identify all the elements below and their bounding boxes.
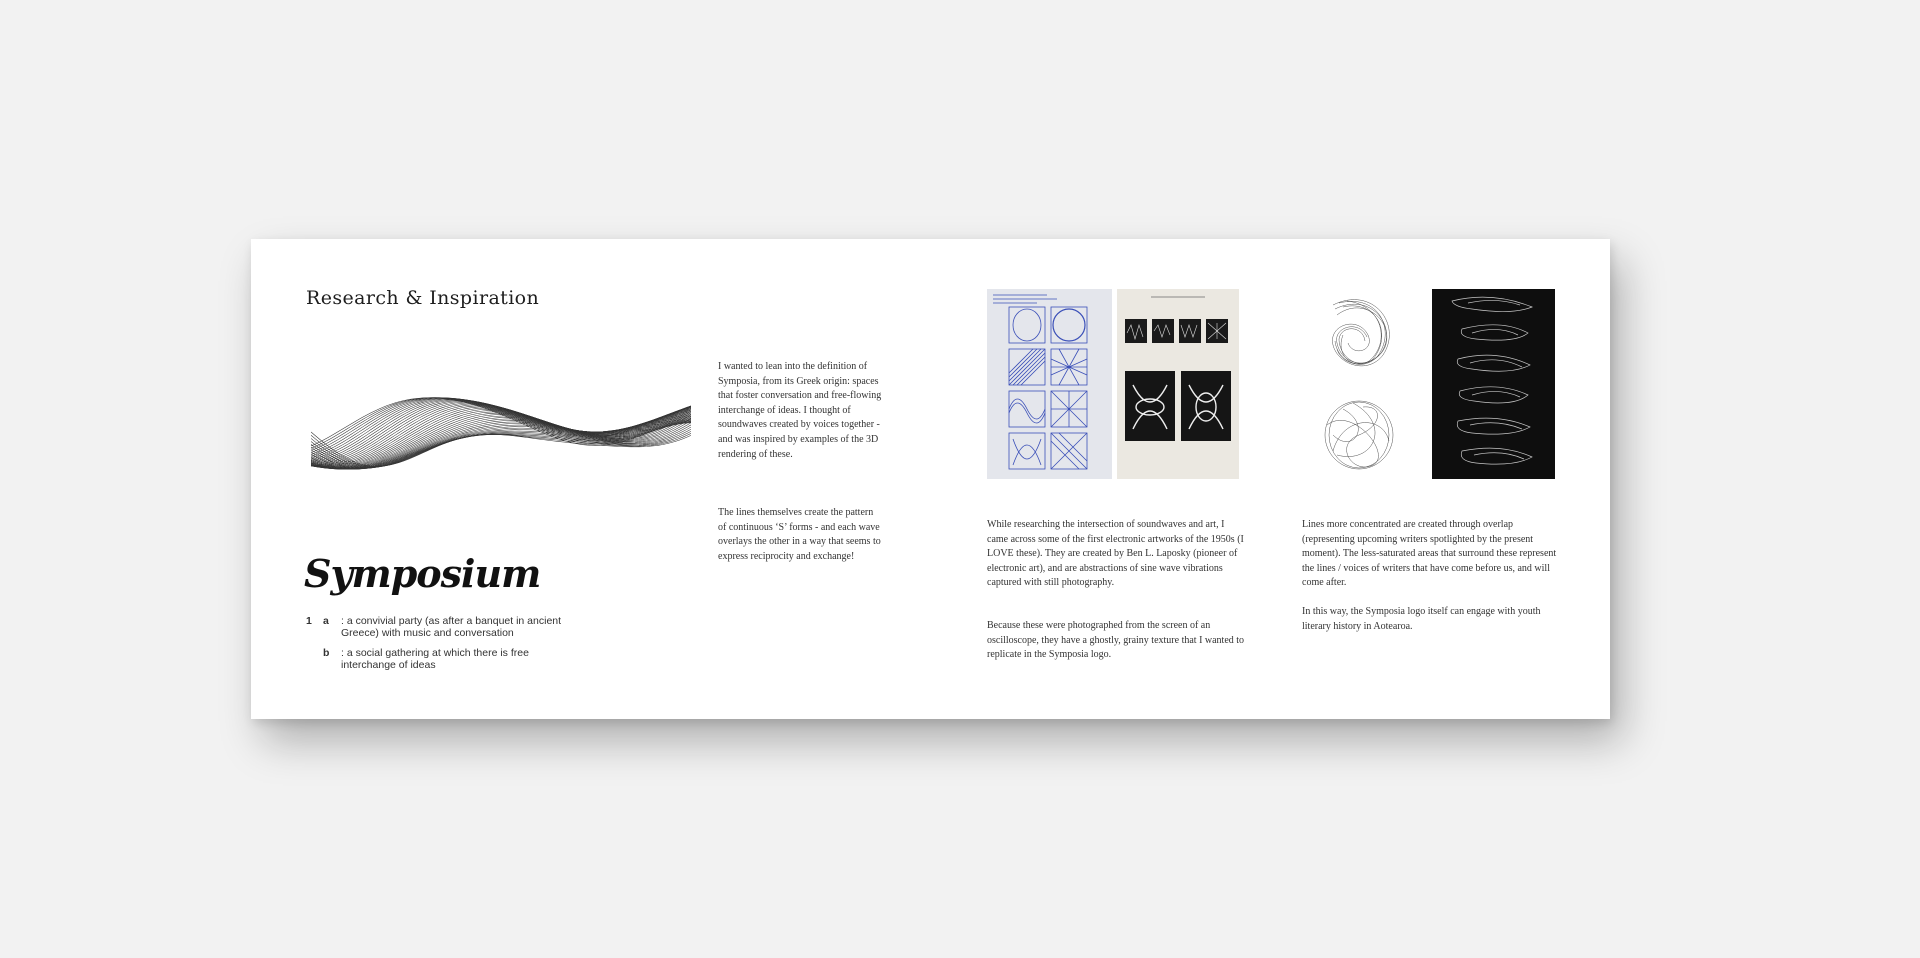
oscillogram-swirl-studies-image xyxy=(1313,285,1403,485)
literary-history-paragraph: In this way, the Symposia logo itself can engage with youth literary history in Aotearoa. xyxy=(1302,606,1541,632)
page-title: Research & Inspiration xyxy=(306,287,540,309)
soundwave-ribbon-illustration xyxy=(311,367,691,497)
laposky-blue-print-image xyxy=(987,289,1112,479)
definition-a-text: : a convivial party (as after a banquet in ancient Greece) with music and conversation xyxy=(341,615,562,639)
s-forms-paragraph: The lines themselves create the pattern of continuous ‘S’ forms - and each wave overlays the other in a way that seems to express reciprocity and exchange! xyxy=(718,507,881,562)
laposky-oscillogram-plate-image xyxy=(1117,289,1239,479)
laposky-research-paragraph: While researching the intersection of soundwaves and art, I came across some of the first electronic artworks of the 1950s (I LOVE these). They are created by Ben L. Laposky (pioneer of electronic art), and are abstractions of sine wave vibrations captured with still photography. xyxy=(987,519,1244,589)
definition-a-letter: a xyxy=(323,615,329,627)
oscillogram-dark-stack-image xyxy=(1432,289,1555,479)
definition-number: 1 xyxy=(306,615,312,627)
logo-concept-paragraph: Lines more concentrated are created through overlap (representing upcoming writers spotlighted by the present moment). The less-saturated areas that surround these represent the lines / voices of writers that have come before us, and will come after. xyxy=(1302,519,1557,589)
definition-b-text: : a social gathering at which there is free interchange of ideas xyxy=(341,647,529,671)
research-board xyxy=(251,239,1610,719)
definition-b-letter: b xyxy=(323,647,330,659)
symposia-intent-paragraph: I wanted to lean into the definition of Symposia, from its Greek origin: spaces that foster conversation and free-flowing interchange of ideas. I thought of soundwaves created by voices together - and was inspired by examples of the 3D rendering of these. xyxy=(718,361,882,460)
oscilloscope-texture-paragraph: Because these were photographed from the screen of an oscilloscope, they have a ghostly, grainy texture that I wanted to replicate in the Symposia logo. xyxy=(987,620,1245,661)
dictionary-headword: Symposium xyxy=(304,551,541,596)
